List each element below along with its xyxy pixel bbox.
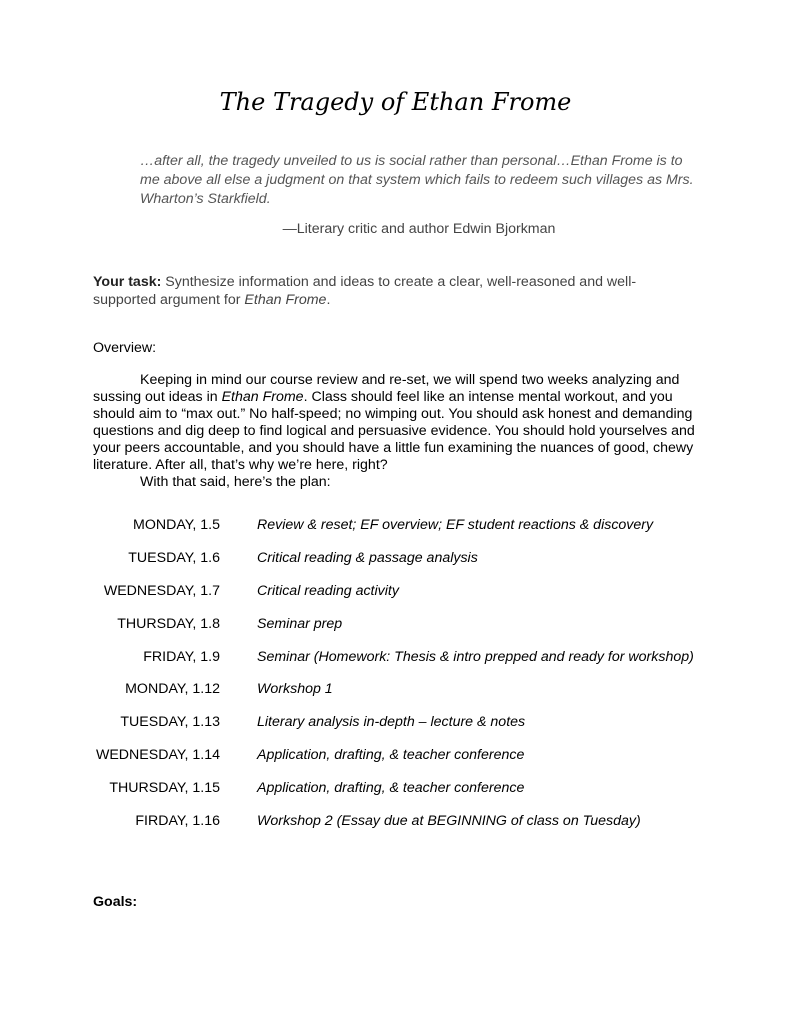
schedule-day: WEDNESDAY, 1.7 (103, 583, 220, 599)
schedule-activity: Seminar (Homework: Thesis & intro prepped and ready for workshop) (257, 649, 694, 665)
page-title: The Tragedy of Ethan Frome (219, 88, 572, 116)
overview-text-start: Keeping in mind our course review and re-set, we will spend two weeks analyzing and sussing out ideas in (93, 372, 680, 405)
schedule-activity: Seminar prep (257, 616, 343, 632)
schedule-row (0, 616, 791, 636)
overview-plan-line: With that said, here’s the plan: (140, 474, 331, 490)
task-work-title: Ethan Frome (244, 292, 327, 308)
task-text: Synthesize information and ideas to create a clear, well-reasoned and well-supported argument for (93, 274, 637, 308)
schedule-row (0, 583, 791, 603)
overview-heading: Overview: (93, 340, 157, 356)
schedule-activity: Review & reset; EF overview; EF student reactions & discovery (257, 517, 654, 533)
quote-attribution: —Literary critic and author Edwin Bjorkman (282, 221, 556, 237)
task-end: . (326, 292, 331, 308)
schedule-activity: Literary analysis in-depth – lecture & notes (257, 714, 526, 730)
schedule-row (0, 649, 791, 669)
schedule-activity: Critical reading & passage analysis (257, 550, 478, 566)
schedule-activity: Workshop 2 (Essay due at BEGINNING of class on Tuesday) (257, 813, 641, 829)
schedule-row (0, 517, 791, 537)
schedule-activity: Application, drafting, & teacher conference (257, 747, 525, 763)
schedule-activity: Application, drafting, & teacher conference (257, 780, 525, 796)
schedule-day: FRIDAY, 1.9 (143, 649, 220, 665)
schedule-activity: Workshop 1 (257, 681, 333, 697)
schedule-day: THURSDAY, 1.15 (109, 780, 220, 796)
schedule-row (0, 714, 791, 734)
schedule-day: WEDNESDAY, 1.14 (95, 747, 220, 763)
schedule-activity: Critical reading activity (257, 583, 399, 599)
schedule-row (0, 550, 791, 570)
schedule-day: THURSDAY, 1.8 (117, 616, 220, 632)
schedule-day: MONDAY, 1.5 (133, 517, 220, 533)
schedule-day: TUESDAY, 1.13 (120, 714, 220, 730)
schedule-day: MONDAY, 1.12 (125, 681, 220, 697)
overview-work-title: Ethan Frome (221, 389, 304, 405)
schedule-day: FIRDAY, 1.16 (135, 813, 220, 829)
schedule-row (0, 780, 791, 800)
epigraph-quote: …after all, the tragedy unveiled to us is social rather than personal…Ethan Frome is to me above all else a judgment on that system which fails to redeem such villages as Mrs. Wharton’s Starkfield. (140, 153, 694, 207)
schedule-row (0, 813, 791, 833)
task-label: Your task: (93, 274, 162, 290)
overview-paragraph (93, 372, 705, 491)
overview-text-rest: . Class should feel like an intense mental workout, and you should aim to “max out.” No half-speed; no wimping out. You should ask honest and demanding questions and dig deep to find logical and persuasive evidence. You should hold yourselves and your peers accountable, and you should have a little fun examining the nuances of good, chewy literature. After all, that’s why we’re here, right? (93, 389, 695, 473)
task-statement (93, 273, 693, 309)
schedule-row (0, 747, 791, 767)
schedule-row (0, 681, 791, 701)
goals-heading: Goals: (93, 894, 138, 910)
schedule-day: TUESDAY, 1.6 (128, 550, 220, 566)
